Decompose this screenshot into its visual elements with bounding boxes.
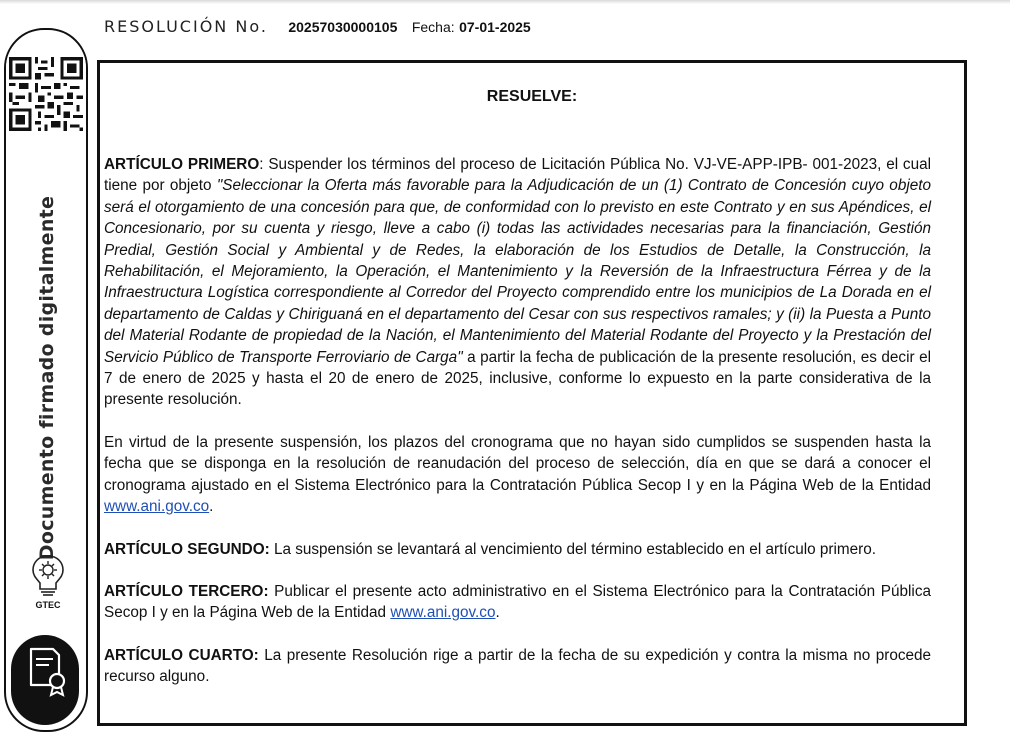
resolution-number: 20257030000105 <box>288 19 398 35</box>
section-title: RESUELVE: <box>486 88 578 105</box>
lightbulb-gear-icon <box>28 552 68 600</box>
resolution-label: RESOLUCIÓN No. <box>104 17 268 36</box>
article-tercero-label: ARTÍCULO TERCERO: <box>104 582 269 600</box>
gtec-logo <box>28 552 68 614</box>
signed-digitally-label: Documento firmado digitalmente <box>36 195 58 561</box>
article-primero-label: ARTÍCULO PRIMERO <box>104 156 260 173</box>
article-primero-text-b: a partir la fecha de publicación de la presente resolución, es decir el 7 de enero de 2025 y hasta el 20 de enero de 2025, inclusive, conforme lo expuesto en la parte considerativa de la presente resolución. <box>104 348 931 409</box>
digital-signature-sidebar <box>4 28 88 732</box>
article-cuarto-text: La presente Resolución rige a partir de la fecha de su expedición y contra la misma no procede recurso alguno. <box>104 646 931 686</box>
ani-link-2[interactable]: www.ani.gov.co <box>390 604 496 622</box>
gtec-label: GTEC <box>35 600 61 610</box>
signature-badge <box>11 635 79 725</box>
article-primero <box>104 154 931 411</box>
article-tercero <box>104 581 931 624</box>
suspension-period: . <box>209 498 214 516</box>
resolution-header <box>104 17 531 37</box>
article-primero-text-a: : Suspender los términos del proceso de Licitación Pública No. VJ-VE-APP-IPB- 001-2023, el cual tiene por objeto <box>104 156 931 195</box>
suspension-paragraph <box>104 432 931 518</box>
page-top-shadow <box>0 0 1010 4</box>
qr-code-icon <box>6 54 86 134</box>
article-segundo <box>104 539 931 560</box>
article-tercero-period: . <box>495 604 500 622</box>
document-frame <box>97 60 967 726</box>
article-segundo-text: La suspensión se levantará al vencimiento del término establecido en el artículo primero. <box>269 540 876 558</box>
suspension-text: En virtud de la presente suspensión, los plazos del cronograma que no hayan sido cumplidos se suspenden hasta la fecha que se disponga en la resolución de reanudación del proceso de selección, día en que se dará a conocer el cronograma ajustado en el Sistema Electrónico para la Contratación Pública Secop I y en la Página Web de la Entidad <box>104 433 931 494</box>
ani-link[interactable]: www.ani.gov.co <box>104 498 210 516</box>
certificate-signature-icon <box>11 635 79 725</box>
article-cuarto-label: ARTÍCULO CUARTO: <box>104 646 259 664</box>
date-value: 07-01-2025 <box>459 19 531 35</box>
article-segundo-label: ARTÍCULO SEGUNDO: <box>104 540 270 558</box>
article-primero-quote: "Seleccionar la Oferta más favorable para la Adjudicación de un (1) Contrato de Concesión cuyo objeto será el otorgamiento de una concesión para que, de conformidad con lo previsto en este Contrato y en sus Apéndices, el Concesionario, por su cuenta y riesgo, lleve a cabo (i) todas las actividades necesarias para la financiación, Gestión Predial, Gestión Social y Ambiental y de Redes, la elaboración de los Estudios de Detalle, la Construcción, la Rehabilitación, el Mejoramiento, la Operación, el Mantenimiento y la Reversión de la Infraestructura Férrea y de la Infraestructura Logística correspondiente al Corredor del Proyecto comprendido entre los municipios de La Dorada en el departamento de Caldas y Chiriguaná en el departamento del Cesar con sus respectivos ramales; y (ii) la Puesta a Punto del Material Rodante de propiedad de la Nación, el Mantenimiento del Material Rodante del Proyecto y la Prestación del Servicio Público de Transporte Ferroviario de Carga" <box>104 177 931 366</box>
date-label: Fecha: <box>411 19 455 35</box>
article-tercero-text: Publicar el presente acto administrativo en el Sistema Electrónico para la Contratación Pública Secop I y en la Página Web de la Entidad <box>104 582 931 622</box>
article-cuarto <box>104 645 931 688</box>
document-body <box>104 154 931 709</box>
